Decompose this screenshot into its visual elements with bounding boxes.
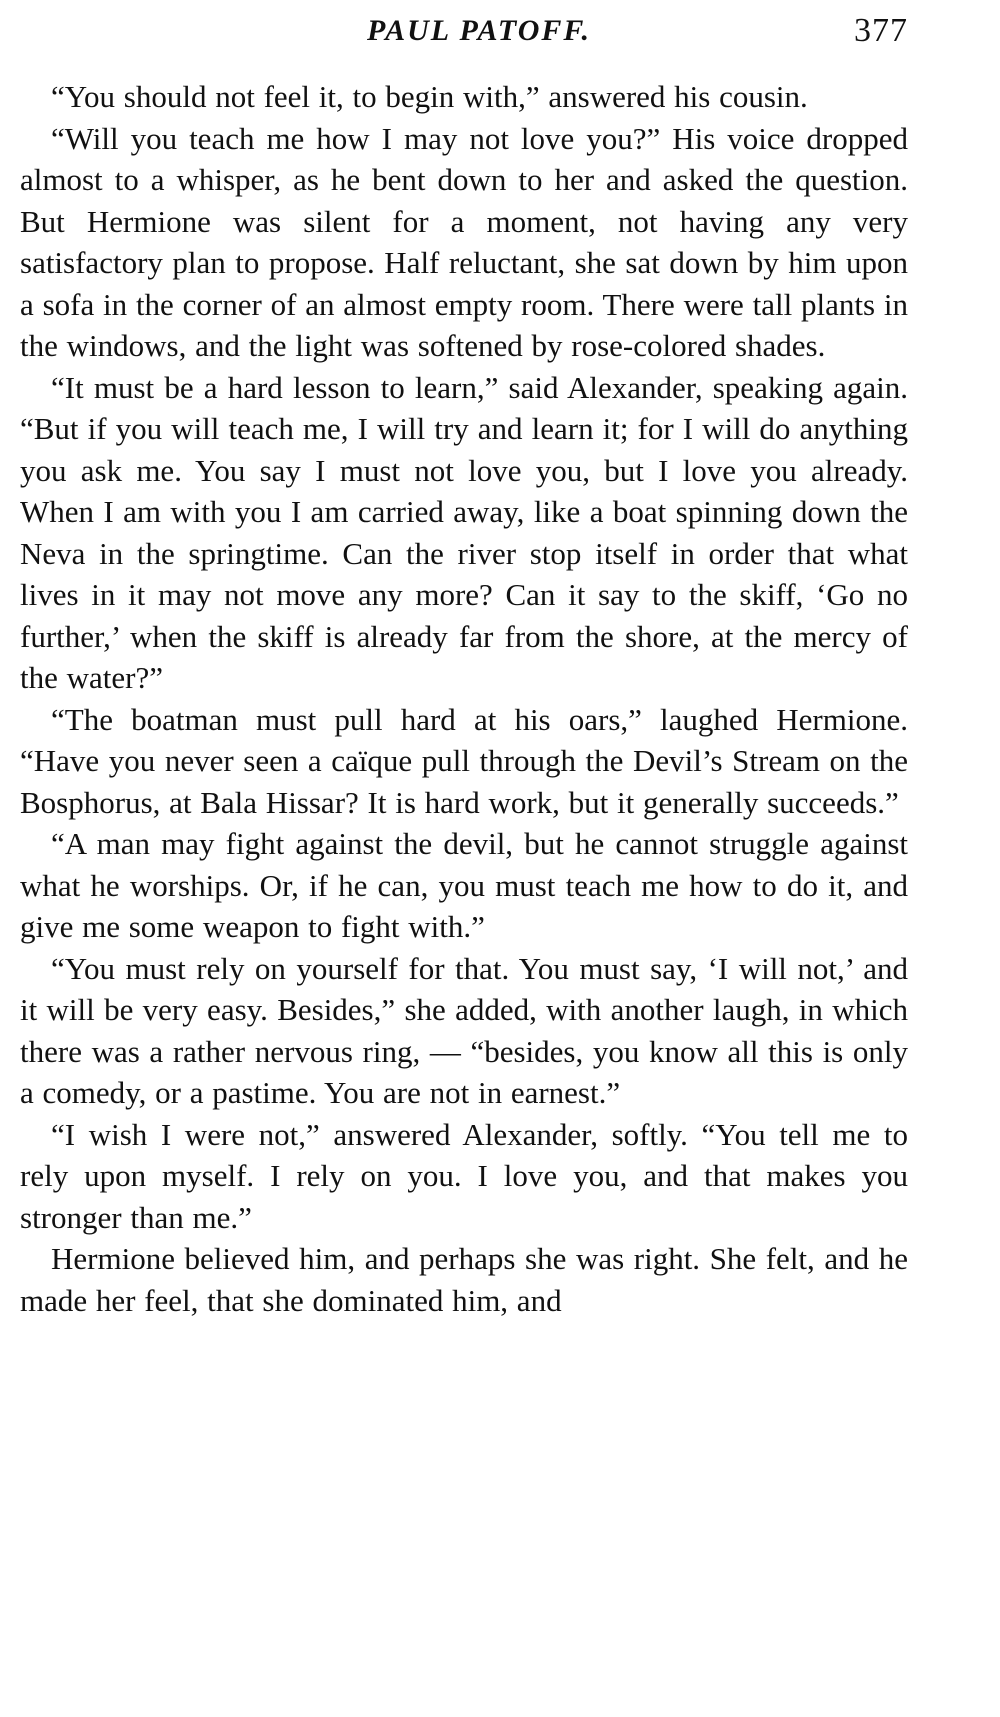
body-text <box>20 76 908 1321</box>
paragraph: “You should not feel it, to begin with,” answered his cousin. <box>51 79 808 114</box>
paragraph: “The boatman must pull hard at his oars,” laughed Hermione. “Have you never seen a caïque pull through the Devil’s Stream on the Bosphorus, at Bala Hissar? It is hard work, but it generally succeeds.” <box>20 701 908 820</box>
paragraph: “You must rely on yourself for that. You must say, ‘I will not,’ and it will be very easy. Besides,” she added, with another laugh, in which there was a rather nervous ring, — “besides, you know all this is only a comedy, or a pastime. You are not in earnest.” <box>20 950 908 1110</box>
paragraph: “It must be a hard lesson to learn,” said Alexander, speaking again. “But if you will teach me, I will try and learn it; for I will do anything you ask me. You say I must not love you, but I love you already. When I am with you I am carried away, like a boat spinning down the Neva in the springtime. Can the river stop itself in order that what lives in it may not move any more? Can it say to the skiff, ‘Go no further,’ when the skiff is already far from the shore, at the mercy of the water?” <box>20 369 908 695</box>
running-header <box>20 12 908 62</box>
paragraph: “A man may fight against the devil, but he cannot struggle against what he worships. Or, if he can, you must teach me how to do it, and give me some weapon to fight with.” <box>20 826 908 944</box>
running-title: PAUL PATOFF. <box>366 14 592 47</box>
paragraph: “I wish I were not,” answered Alexander, softly. “You tell me to rely upon myself. I rely on you. I love you, and that makes you stronger than me.” <box>20 1116 908 1235</box>
paragraph: “Will you teach me how I may not love you?” His voice dropped almost to a whisper, as he bent down to her and asked the question. But Hermione was silent for a moment, not having any very satisfactory plan to propose. Half reluctant, she sat down by him upon a sofa in the corner of an almost empty room. There were tall plants in the windows, and the light was softened by rose-colored shades. <box>20 120 908 363</box>
paragraph: Hermione believed him, and perhaps she was right. She felt, and he made her feel, that she dominated him, and <box>20 1241 908 1318</box>
page-number: 377 <box>854 12 908 49</box>
